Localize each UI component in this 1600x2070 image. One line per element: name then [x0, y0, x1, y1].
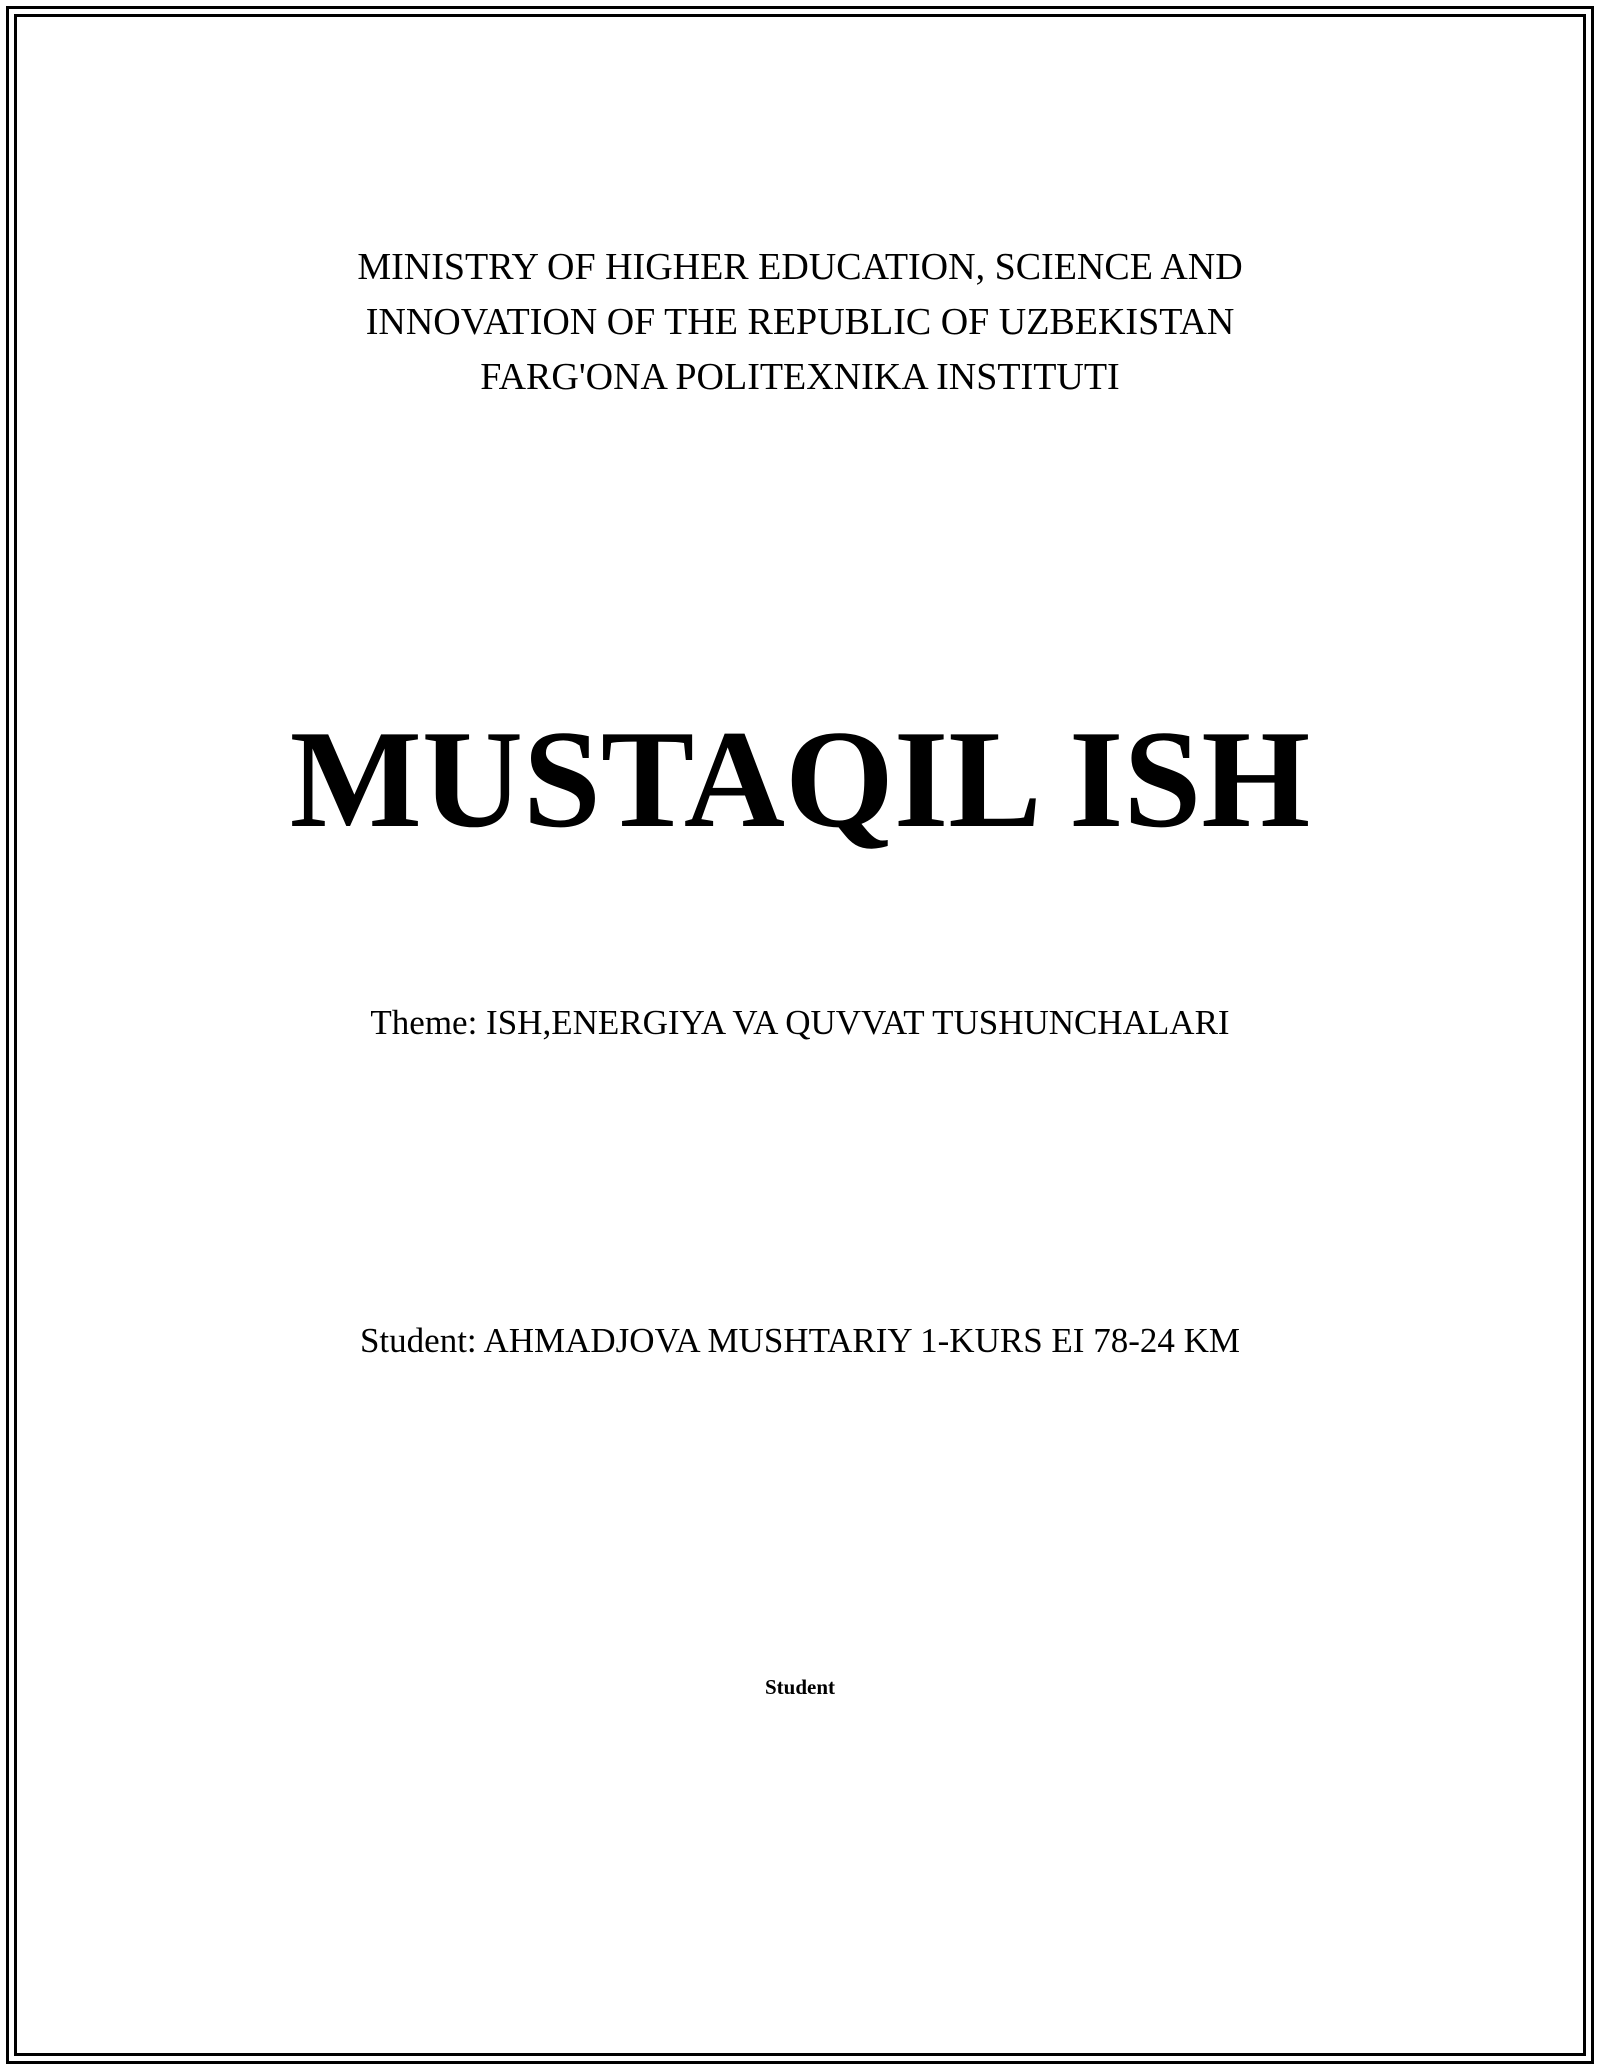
header-line-institute: FARG'ONA POLITEXNIKA INSTITUTI [480, 356, 1120, 398]
institution-header [0, 240, 1600, 405]
theme-line: Theme: ISH,ENERGIYA VA QUVVAT TUSHUNCHALARI [370, 1003, 1230, 1042]
student-label: Student [764, 1675, 836, 1699]
document-title: MUSTAQIL ISH [289, 702, 1311, 857]
header-line-ministry: MINISTRY OF HIGHER EDUCATION, SCIENCE AND [357, 246, 1243, 288]
header-line-republic: INNOVATION OF THE REPUBLIC OF UZBEKISTAN [365, 301, 1235, 343]
student-info: Student: AHMADJOVA MUSHTARIY 1-KURS EI 78-24 KM [359, 1321, 1241, 1360]
